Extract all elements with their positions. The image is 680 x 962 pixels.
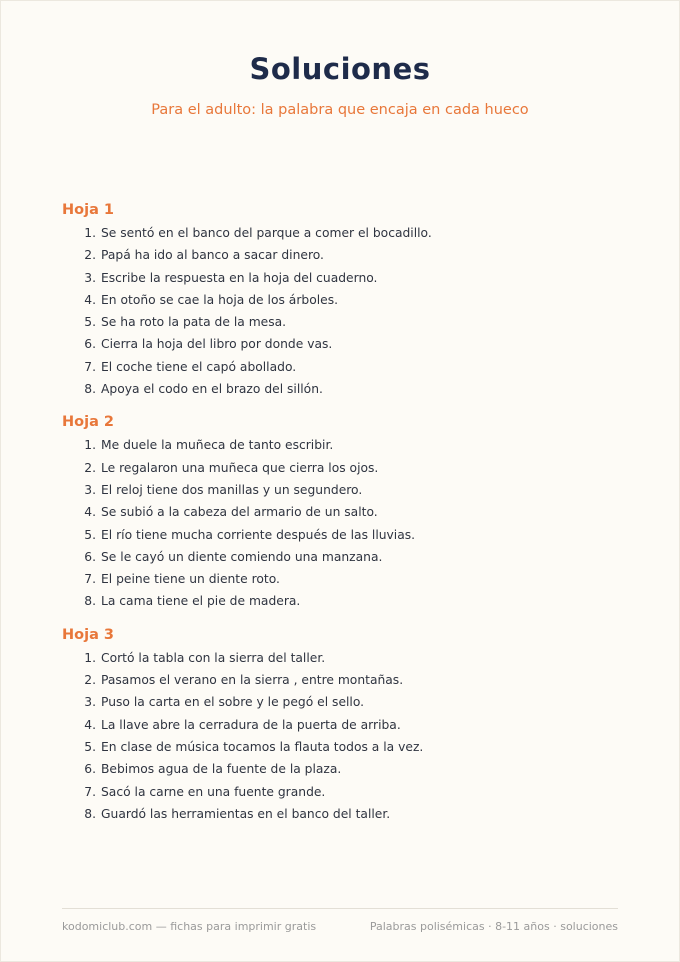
answer-sentence: Cortó la tabla con la sierra del taller. (101, 650, 326, 665)
answer-sentence: Apoya el codo en el brazo del sillón. (101, 382, 323, 397)
answer-number: 3. (84, 270, 96, 285)
answer-sentence: Se subió a la cabeza del armario de un salto. (101, 505, 378, 520)
footer-divider (62, 908, 618, 909)
answer-number: 3. (84, 482, 96, 497)
page-title: Soluciones (249, 52, 431, 86)
page-subtitle: Para el adulto: la palabra que encaja en cada hueco (151, 102, 529, 118)
answer-sentence: Cierra la hoja del libro por donde vas. (101, 337, 333, 352)
answer-item (62, 501, 642, 523)
answer-sentence: Se ha roto la pata de la mesa. (101, 315, 287, 330)
answer-item (62, 803, 642, 825)
sheet-title: Hoja 2 (62, 414, 114, 431)
answer-item (62, 568, 642, 590)
answer-item (62, 457, 642, 479)
answer-sentence: En otoño se cae la hoja de los árboles. (101, 292, 339, 307)
answer-list (62, 647, 642, 825)
answer-sentence: Me duele la muñeca de tanto escribir. (101, 438, 334, 453)
answer-number: 6. (84, 549, 96, 564)
answer-list (62, 434, 642, 612)
answer-item (62, 333, 642, 355)
answer-sentence: Bebimos agua de la fuente de la plaza. (101, 762, 342, 777)
answer-number: 1. (84, 438, 96, 453)
answer-item (62, 434, 642, 456)
answer-sentence: Se sentó en el banco del parque a comer el bocadillo. (101, 226, 432, 240)
answer-item (62, 267, 642, 289)
answer-sentence: El río tiene mucha corriente después de las lluvias. (101, 527, 416, 542)
answer-number: 1. (84, 650, 96, 665)
answer-item (62, 479, 642, 501)
answer-item (62, 590, 642, 612)
answer-sentence: Papá ha ido al banco a sacar dinero. (101, 248, 324, 263)
answer-item (62, 669, 642, 691)
answer-sentence: La llave abre la cerradura de la puerta de arriba. (101, 717, 401, 732)
answer-number: 7. (84, 784, 96, 799)
answer-sentence: El reloj tiene dos manillas y un segundero. (101, 482, 363, 497)
solutions-content (62, 200, 642, 837)
answer-sheet-section (62, 625, 642, 825)
answer-item (62, 222, 642, 244)
answer-item (62, 311, 642, 333)
footer-worksheet-info: Palabras polisémicas · 8-11 años · soluciones (369, 920, 618, 933)
answer-number: 4. (84, 505, 96, 520)
answer-sentence: Pasamos el verano en la sierra , entre montañas. (101, 673, 404, 688)
answer-number: 8. (84, 806, 96, 821)
answer-item (62, 289, 642, 311)
answer-item (62, 758, 642, 780)
answer-sheet-section (62, 412, 642, 612)
answer-sheet-section (62, 200, 642, 400)
answer-item (62, 378, 642, 400)
sheet-title: Hoja 1 (62, 202, 114, 218)
answer-number: 8. (84, 382, 96, 397)
answer-item (62, 244, 642, 266)
answer-sentence: Sacó la carne en una fuente grande. (101, 784, 326, 799)
answer-number: 2. (84, 673, 96, 688)
answer-list (62, 222, 642, 400)
answer-number: 5. (84, 739, 96, 754)
answer-sentence: Se le cayó un diente comiendo una manzana. (101, 549, 383, 564)
answer-number: 3. (84, 695, 96, 710)
answer-number: 7. (84, 359, 96, 374)
footer-site: kodomiclub.com — fichas para imprimir gratis (62, 920, 317, 933)
answer-number: 6. (84, 337, 96, 352)
answer-sentence: Escribe la respuesta en la hoja del cuaderno. (101, 270, 378, 285)
answer-item (62, 356, 642, 378)
answer-number: 7. (84, 572, 96, 587)
answer-sentence: Guardó las herramientas en el banco del taller. (101, 806, 391, 821)
answer-item (62, 691, 642, 713)
answer-item (62, 546, 642, 568)
answer-item (62, 524, 642, 546)
answer-sentence: Le regalaron una muñeca que cierra los ojos. (101, 460, 379, 475)
answer-sentence: El peine tiene un diente roto. (101, 572, 280, 587)
sheet-title: Hoja 3 (62, 626, 114, 643)
answer-number: 1. (84, 226, 96, 240)
answer-number: 2. (84, 248, 96, 263)
answer-number: 5. (84, 315, 96, 330)
answer-number: 6. (84, 762, 96, 777)
answer-number: 4. (84, 717, 96, 732)
answer-item (62, 647, 642, 669)
answer-number: 4. (84, 292, 96, 307)
answer-item (62, 736, 642, 758)
answer-item (62, 714, 642, 736)
answer-number: 2. (84, 460, 96, 475)
answer-number: 8. (84, 594, 96, 609)
answer-number: 5. (84, 527, 96, 542)
answer-item (62, 781, 642, 803)
answer-sentence: En clase de música tocamos la flauta todos a la vez. (101, 739, 424, 754)
answer-sentence: El coche tiene el capó abollado. (101, 359, 297, 374)
answer-sentence: Puso la carta en el sobre y le pegó el sello. (101, 695, 365, 710)
answer-sentence: La cama tiene el pie de madera. (101, 594, 301, 609)
